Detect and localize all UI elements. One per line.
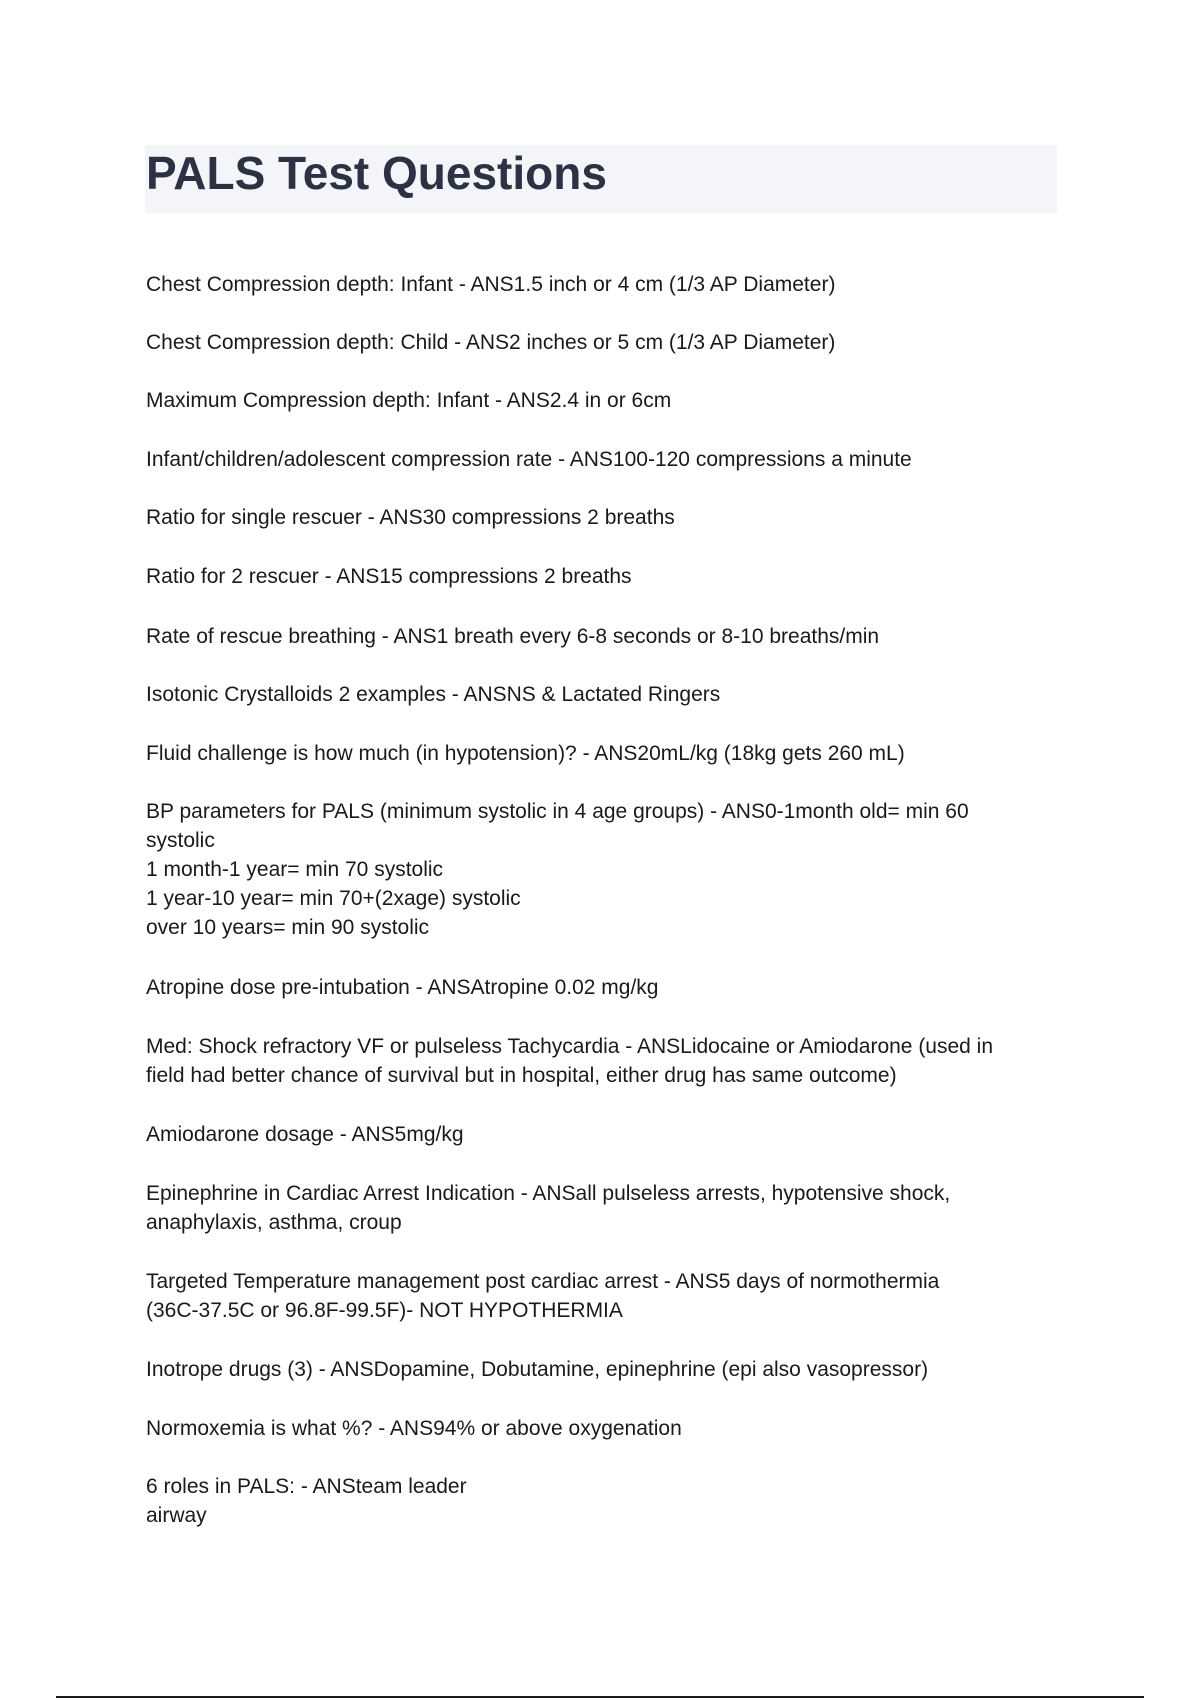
qa-entry-15 xyxy=(146,1267,1046,1325)
qa-line: Maximum Compression depth: Infant - ANS2.4 in or 6cm xyxy=(146,389,672,412)
document-title: PALS Test Questions xyxy=(146,147,607,199)
qa-line: 1 month-1 year= min 70 systolic xyxy=(146,858,444,881)
qa-entry-5 xyxy=(146,503,1046,532)
qa-line: Rate of rescue breathing - ANS1 breath every 6-8 seconds or 8-10 breaths/min xyxy=(146,625,880,648)
qa-line: Fluid challenge is how much (in hypotension)? - ANS20mL/kg (18kg gets 260 mL) xyxy=(146,742,905,765)
qa-entry-14 xyxy=(146,1179,1046,1237)
qa-line: Targeted Temperature management post cardiac arrest - ANS5 days of normothermia xyxy=(146,1270,940,1293)
qa-line: Infant/children/adolescent compression rate - ANS100-120 compressions a minute xyxy=(146,448,912,471)
qa-line: Amiodarone dosage - ANS5mg/kg xyxy=(146,1123,464,1146)
qa-line: field had better chance of survival but in hospital, either drug has same outcome) xyxy=(146,1064,897,1087)
qa-entry-8 xyxy=(146,680,1046,709)
qa-entry-10 xyxy=(146,797,1046,942)
qa-entry-16 xyxy=(146,1355,1046,1384)
qa-line: over 10 years= min 90 systolic xyxy=(146,916,430,939)
qa-line: Epinephrine in Cardiac Arrest Indication - ANSall pulseless arrests, hypotensive shock, xyxy=(146,1182,951,1205)
qa-entry-18 xyxy=(146,1472,1046,1530)
qa-entry-4 xyxy=(146,445,1046,474)
qa-entry-7 xyxy=(146,622,1046,651)
qa-entry-2 xyxy=(146,328,1046,357)
qa-line: Chest Compression depth: Infant - ANS1.5 inch or 4 cm (1/3 AP Diameter) xyxy=(146,273,836,296)
qa-line: (36C-37.5C or 96.8F-99.5F)- NOT HYPOTHERMIA xyxy=(146,1299,623,1322)
qa-entry-12 xyxy=(146,1032,1046,1090)
qa-line: Normoxemia is what %? - ANS94% or above oxygenation xyxy=(146,1417,682,1440)
qa-entry-17 xyxy=(146,1414,1046,1443)
qa-entry-11 xyxy=(146,973,1046,1002)
qa-line: 6 roles in PALS: - ANSteam leader xyxy=(146,1475,467,1498)
qa-line: Chest Compression depth: Child - ANS2 inches or 5 cm (1/3 AP Diameter) xyxy=(146,331,836,354)
qa-line: anaphylaxis, asthma, croup xyxy=(146,1211,402,1234)
qa-line: airway xyxy=(146,1504,207,1527)
qa-line: BP parameters for PALS (minimum systolic in 4 age groups) - ANS0-1month old= min 60 xyxy=(146,800,969,823)
footer-divider xyxy=(56,1696,1144,1698)
qa-line: systolic xyxy=(146,829,215,852)
qa-entry-9 xyxy=(146,739,1046,768)
qa-line: Ratio for single rescuer - ANS30 compressions 2 breaths xyxy=(146,506,675,529)
qa-entry-13 xyxy=(146,1120,1046,1149)
qa-line: Inotrope drugs (3) - ANSDopamine, Dobutamine, epinephrine (epi also vasopressor) xyxy=(146,1358,929,1381)
qa-line: Atropine dose pre-intubation - ANSAtropine 0.02 mg/kg xyxy=(146,976,659,999)
qa-line: Med: Shock refractory VF or pulseless Tachycardia - ANSLidocaine or Amiodarone (used in xyxy=(146,1035,994,1058)
qa-line: Isotonic Crystalloids 2 examples - ANSNS & Lactated Ringers xyxy=(146,683,721,706)
qa-line: 1 year-10 year= min 70+(2xage) systolic xyxy=(146,887,521,910)
qa-entry-1 xyxy=(146,270,1046,299)
qa-entry-6 xyxy=(146,562,1046,591)
qa-line: Ratio for 2 rescuer - ANS15 compressions 2 breaths xyxy=(146,565,632,588)
qa-entry-3 xyxy=(146,386,1046,415)
